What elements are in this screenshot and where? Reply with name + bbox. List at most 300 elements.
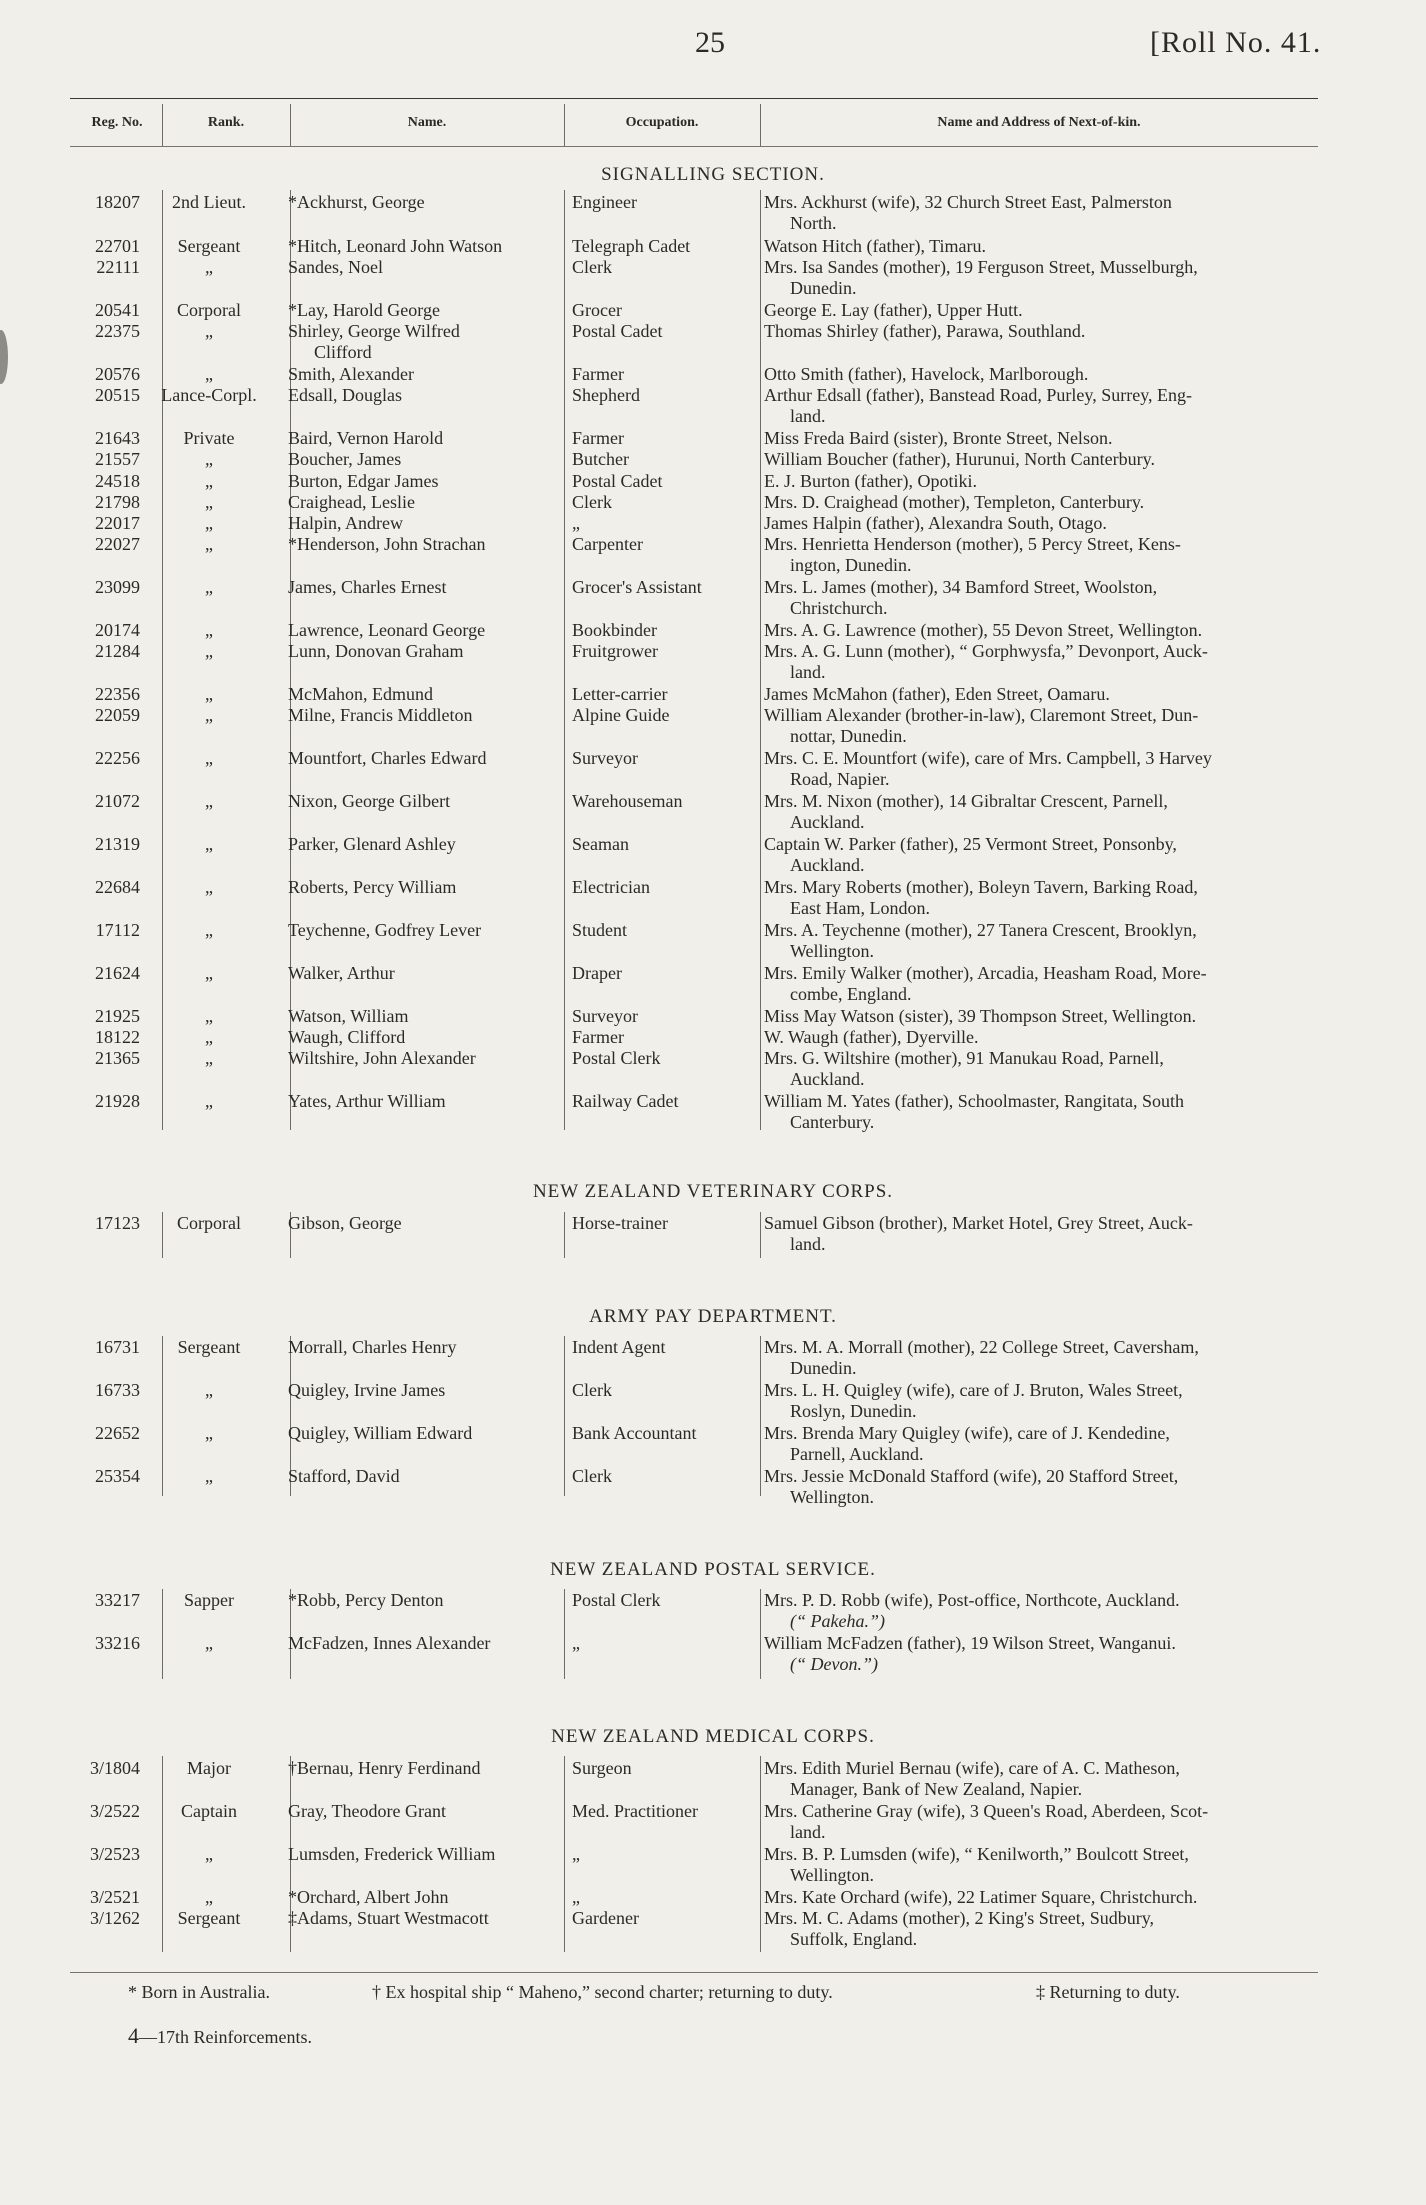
column-divider (760, 1212, 761, 1258)
reg-number: 21284 (95, 641, 140, 661)
name-line: Parker, Glenard Ashley (288, 834, 456, 854)
reg-number: 25354 (95, 1466, 140, 1486)
kin-line-continued: Dunedin. (790, 278, 857, 298)
kin-line-continued: Wellington. (790, 1865, 875, 1885)
reg-number: 18207 (95, 192, 140, 212)
occupation: Farmer (572, 364, 624, 384)
kin-line: Miss May Watson (sister), 39 Thompson Street, Wellington. (764, 1006, 1197, 1026)
soldier-name (288, 1423, 472, 1444)
soldier-name (288, 1887, 448, 1908)
next-of-kin (764, 534, 1321, 576)
kin-line-continued: Christchurch. (790, 598, 888, 618)
next-of-kin (764, 1887, 1321, 1908)
kin-line: Mrs. Ackhurst (wife), 32 Church Street East, Palmerston (764, 192, 1172, 212)
rank: „ (205, 963, 213, 983)
rank: „ (205, 1048, 213, 1068)
footnote-born-australia: * Born in Australia. (128, 1982, 270, 2002)
next-of-kin (764, 1844, 1321, 1886)
name-line: James, Charles Ernest (288, 577, 447, 597)
soldier-name (288, 1380, 445, 1401)
rank: „ (205, 471, 213, 491)
rank: Corporal (177, 1213, 241, 1233)
next-of-kin (764, 471, 1321, 492)
name-line: Edsall, Douglas (288, 385, 402, 405)
rank: „ (205, 920, 213, 940)
header-divider (290, 104, 291, 146)
kin-line: Mrs. P. D. Robb (wife), Post-office, Northcote, Auckland. (764, 1590, 1180, 1610)
occupation: Farmer (572, 1027, 624, 1047)
kin-line: Mrs. Jessie McDonald Stafford (wife), 20 Stafford Street, (764, 1466, 1179, 1486)
kin-line: Mrs. A. Teychenne (mother), 27 Tanera Crescent, Brooklyn, (764, 920, 1197, 940)
column-divider (760, 1589, 761, 1679)
name-line: Morrall, Charles Henry (288, 1337, 457, 1357)
next-of-kin (764, 1006, 1321, 1027)
rank: „ (205, 577, 213, 597)
kin-line: W. Waugh (father), Dyerville. (764, 1027, 979, 1047)
name-line: Milne, Francis Middleton (288, 705, 473, 725)
column-divider (564, 1756, 565, 1952)
soldier-name (288, 449, 401, 470)
rank: Lance-Corpl. (161, 385, 257, 405)
reg-number: 20541 (95, 300, 140, 320)
rank: „ (205, 877, 213, 897)
rank: „ (205, 257, 213, 277)
soldier-name (288, 385, 402, 406)
reg-number: 21928 (95, 1091, 140, 1111)
kin-line: Miss Freda Baird (sister), Bronte Street, Nelson. (764, 428, 1113, 448)
bottom-mark: 4 (128, 2023, 139, 2048)
kin-line: Mrs. Kate Orchard (wife), 22 Latimer Square, Christchurch. (764, 1887, 1198, 1907)
occupation: „ (572, 513, 580, 533)
header-next-of-kin: Name and Address of Next-of-kin. (937, 115, 1141, 130)
next-of-kin (764, 236, 1321, 257)
soldier-name (288, 620, 485, 641)
next-of-kin (764, 1423, 1321, 1465)
name-line: Quigley, Irvine James (288, 1380, 446, 1400)
kin-line: Mrs. Emily Walker (mother), Arcadia, Heasham Road, More- (764, 963, 1207, 983)
footnote-returning: ‡ Returning to duty. (1036, 1982, 1180, 2002)
occupation: Clerk (572, 257, 612, 277)
name-line: *Henderson, John Strachan (288, 534, 486, 554)
soldier-name (288, 1048, 476, 1069)
kin-line: Mrs. Mary Roberts (mother), Boleyn Tavern, Barking Road, (764, 877, 1198, 897)
occupation: Railway Cadet (572, 1091, 679, 1111)
roll-number: [Roll No. 41. (1150, 26, 1322, 59)
name-line: Nixon, George Gilbert (288, 791, 451, 811)
rank: „ (205, 1006, 213, 1026)
name-line-continued: Clifford (314, 342, 372, 362)
soldier-name (288, 1844, 495, 1865)
rank: Sergeant (177, 1337, 241, 1357)
next-of-kin (764, 1213, 1321, 1255)
next-of-kin (764, 748, 1321, 790)
rank: „ (205, 1466, 213, 1486)
occupation: Student (572, 920, 628, 940)
next-of-kin (764, 1091, 1321, 1133)
reg-number: 24518 (95, 471, 140, 491)
rank: „ (205, 834, 213, 854)
name-line: Craighead, Leslie (288, 492, 415, 512)
section-title: ARMY PAY DEPARTMENT. (589, 1306, 837, 1327)
kin-line-continued: Dunedin. (790, 1358, 857, 1378)
next-of-kin (764, 920, 1321, 962)
soldier-name (288, 577, 446, 598)
occupation: Clerk (572, 1380, 612, 1400)
kin-line: Thomas Shirley (father), Parawa, Southland. (764, 321, 1086, 341)
header-divider (564, 104, 565, 146)
next-of-kin (764, 492, 1321, 513)
column-divider (564, 190, 565, 1130)
next-of-kin (764, 834, 1321, 876)
kin-line: Mrs. Isa Sandes (mother), 19 Ferguson Street, Musselburgh, (764, 257, 1198, 277)
next-of-kin (764, 684, 1321, 705)
bottom-text: —17th Reinforcements. (139, 2027, 312, 2047)
reg-number: 18122 (95, 1027, 140, 1047)
occupation: Clerk (572, 1466, 612, 1486)
reg-number: 17123 (95, 1213, 140, 1233)
column-divider (564, 1589, 565, 1679)
name-line: Stafford, David (288, 1466, 400, 1486)
occupation: Shepherd (572, 385, 640, 405)
kin-line-continued: ington, Dunedin. (790, 555, 912, 575)
column-divider (564, 1336, 565, 1496)
reg-number: 22027 (95, 534, 140, 554)
kin-line: Mrs. M. C. Adams (mother), 2 King's Street, Sudbury, (764, 1908, 1155, 1928)
name-line: Walker, Arthur (288, 963, 395, 983)
soldier-name (288, 1213, 402, 1234)
occupation: Fruitgrower (572, 641, 658, 661)
soldier-name (288, 300, 440, 321)
soldier-name (288, 492, 415, 513)
occupation: Postal Clerk (572, 1048, 661, 1068)
soldier-name (288, 1758, 480, 1779)
name-line: *Hitch, Leonard John Watson (288, 236, 503, 256)
soldier-name (288, 748, 486, 769)
name-line: Burton, Edgar James (288, 471, 439, 491)
rank: „ (205, 641, 213, 661)
next-of-kin (764, 963, 1321, 1005)
name-line: Halpin, Andrew (288, 513, 403, 533)
header-name: Name. (407, 115, 447, 130)
occupation: Postal Cadet (572, 321, 663, 341)
name-line: Wiltshire, John Alexander (288, 1048, 476, 1068)
occupation: Bank Accountant (572, 1423, 697, 1443)
kin-line-continued: Suffolk, England. (790, 1929, 918, 1949)
reg-number: 21643 (95, 428, 140, 448)
reg-number: 20174 (95, 620, 140, 640)
kin-line-continued: Roslyn, Dunedin. (790, 1401, 917, 1421)
reg-number: 22684 (95, 877, 140, 897)
soldier-name (288, 791, 450, 812)
name-line: Shirley, George Wilfred (288, 321, 460, 341)
page-number: 25 (695, 26, 725, 59)
reg-number: 21624 (95, 963, 140, 983)
section-title: NEW ZEALAND MEDICAL CORPS. (551, 1726, 875, 1747)
next-of-kin (764, 705, 1321, 747)
soldier-name (288, 1027, 405, 1048)
kin-line-continued: North. (790, 213, 837, 233)
kin-line-continued: Auckland. (790, 812, 865, 832)
name-line: Lunn, Donovan Graham (288, 641, 464, 661)
soldier-name (288, 428, 443, 449)
kin-line-continued: land. (790, 406, 826, 426)
reg-number: 22256 (95, 748, 140, 768)
next-of-kin (764, 192, 1321, 234)
occupation: Telegraph Cadet (572, 236, 691, 256)
kin-line-continued: Wellington. (790, 1487, 875, 1507)
kin-line: Mrs. A. G. Lunn (mother), “ Gorphwysfa,” Devonport, Auck- (764, 641, 1208, 661)
soldier-name (288, 1006, 408, 1027)
header-top-rule (70, 98, 1318, 99)
name-line: Mountfort, Charles Edward (288, 748, 487, 768)
reg-number: 21557 (95, 449, 140, 469)
kin-line: Mrs. M. Nixon (mother), 14 Gibraltar Crescent, Parnell, (764, 791, 1168, 811)
soldier-name (288, 641, 463, 662)
kin-line: Mrs. Henrietta Henderson (mother), 5 Percy Street, Kens- (764, 534, 1181, 554)
soldier-name (288, 1801, 446, 1822)
name-line: ‡Adams, Stuart Westmacott (288, 1908, 489, 1928)
name-line: Roberts, Percy William (288, 877, 457, 897)
kin-line: E. J. Burton (father), Opotiki. (764, 471, 977, 491)
occupation: Electrician (572, 877, 650, 897)
occupation: Letter-carrier (572, 684, 668, 704)
kin-line-continued: Manager, Bank of New Zealand, Napier. (790, 1779, 1083, 1799)
occupation: „ (572, 1887, 580, 1907)
kin-line: Mrs. Brenda Mary Quigley (wife), care of J. Kendedine, (764, 1423, 1170, 1443)
header-bottom-rule (70, 146, 1318, 147)
name-line: Baird, Vernon Harold (288, 428, 444, 448)
name-line: †Bernau, Henry Ferdinand (288, 1758, 481, 1778)
rank: Sapper (184, 1590, 234, 1610)
kin-line: William Boucher (father), Hurunui, North Canterbury. (764, 449, 1155, 469)
occupation: Warehouseman (572, 791, 683, 811)
rank: „ (205, 705, 213, 725)
kin-line-continued: land. (790, 1822, 826, 1842)
kin-line: William Alexander (brother-in-law), Claremont Street, Dun- (764, 705, 1199, 725)
name-line: Yates, Arthur William (288, 1091, 446, 1111)
name-line: Waugh, Clifford (288, 1027, 406, 1047)
reg-number: 20515 (95, 385, 140, 405)
rank: „ (205, 492, 213, 512)
next-of-kin (764, 428, 1321, 449)
reg-number: 22375 (95, 321, 140, 341)
occupation: Butcher (572, 449, 629, 469)
name-line: Watson, William (288, 1006, 409, 1026)
soldier-name (288, 1466, 400, 1487)
kin-line: Arthur Edsall (father), Banstead Road, Purley, Surrey, Eng- (764, 385, 1193, 405)
reg-number: 21365 (95, 1048, 140, 1068)
kin-line: Mrs. Catherine Gray (wife), 3 Queen's Road, Aberdeen, Scot- (764, 1801, 1209, 1821)
name-line: Lawrence, Leonard George (288, 620, 486, 640)
kin-line: Mrs. D. Craighead (mother), Templeton, Canterbury. (764, 492, 1145, 512)
occupation: Carpenter (572, 534, 643, 554)
kin-line: Captain W. Parker (father), 25 Vermont Street, Ponsonby, (764, 834, 1177, 854)
rank: „ (205, 1027, 213, 1047)
kin-line: Mrs. B. P. Lumsden (wife), “ Kenilworth,” Boulcott Street, (764, 1844, 1189, 1864)
rank: Corporal (177, 300, 241, 320)
reg-number: 22356 (95, 684, 140, 704)
occupation: Seaman (572, 834, 629, 854)
header-rank: Rank. (207, 115, 245, 130)
occupation: Grocer's Assistant (572, 577, 702, 597)
next-of-kin (764, 620, 1321, 641)
next-of-kin (764, 1758, 1321, 1800)
kin-line: Mrs. G. Wiltshire (mother), 91 Manukau Road, Parnell, (764, 1048, 1164, 1068)
rank: „ (205, 321, 213, 341)
soldier-name (288, 1091, 446, 1112)
next-of-kin (764, 385, 1321, 427)
kin-line-continued: (“ Pakeha.”) (790, 1611, 885, 1631)
name-line: *Ackhurst, George (288, 192, 425, 212)
rank: Captain (181, 1801, 237, 1821)
reg-number: 22701 (95, 236, 140, 256)
rank: „ (205, 791, 213, 811)
kin-line-continued: nottar, Dunedin. (790, 726, 907, 746)
occupation: „ (572, 1633, 580, 1653)
kin-line-continued: Wellington. (790, 941, 875, 961)
reg-number: 23099 (95, 577, 140, 597)
reg-number: 20576 (95, 364, 140, 384)
soldier-name (288, 192, 425, 213)
soldier-name (288, 257, 383, 278)
reg-number: 22652 (95, 1423, 140, 1443)
soldier-name (288, 236, 502, 257)
occupation: Postal Cadet (572, 471, 663, 491)
name-line: Gray, Theodore Grant (288, 1801, 446, 1821)
soldier-name (288, 513, 403, 534)
column-divider (760, 1756, 761, 1952)
kin-line: George E. Lay (father), Upper Hutt. (764, 300, 1023, 320)
reg-number: 3/2523 (89, 1844, 140, 1864)
soldier-name (288, 1337, 456, 1358)
occupation: Indent Agent (572, 1337, 666, 1357)
occupation: Grocer (572, 300, 622, 320)
rank: Sergeant (177, 236, 241, 256)
rank: „ (205, 1844, 213, 1864)
occupation: Bookbinder (572, 620, 657, 640)
column-divider (760, 1336, 761, 1496)
name-line: Lumsden, Frederick William (288, 1844, 496, 1864)
footnote-rule (70, 1972, 1318, 1973)
header-reg: Reg. No. (91, 115, 143, 130)
occupation: Draper (572, 963, 622, 983)
kin-line-continued: land. (790, 662, 826, 682)
section-title: NEW ZEALAND POSTAL SERVICE. (550, 1559, 876, 1580)
name-line: McFadzen, Innes Alexander (288, 1633, 491, 1653)
soldier-name (288, 963, 395, 984)
reg-number: 17112 (95, 920, 140, 940)
rank: „ (205, 748, 213, 768)
kin-line-continued: (“ Devon.”) (790, 1654, 878, 1674)
rank: „ (205, 513, 213, 533)
rank: „ (205, 1633, 213, 1653)
next-of-kin (764, 257, 1321, 299)
name-line: *Orchard, Albert John (288, 1887, 449, 1907)
occupation: Med. Practitioner (572, 1801, 698, 1821)
kin-line: Otto Smith (father), Havelock, Marlborough. (764, 364, 1089, 384)
reg-number: 22017 (95, 513, 140, 533)
next-of-kin (764, 1590, 1321, 1632)
section-title: SIGNALLING SECTION. (601, 164, 825, 185)
reg-number: 21319 (95, 834, 140, 854)
rank: „ (205, 449, 213, 469)
kin-line: Samuel Gibson (brother), Market Hotel, Grey Street, Auck- (764, 1213, 1193, 1233)
occupation: Horse-trainer (572, 1213, 668, 1233)
rank: „ (205, 534, 213, 554)
kin-line-continued: Road, Napier. (790, 769, 890, 789)
reg-number: 16731 (95, 1337, 140, 1357)
name-line: Quigley, William Edward (288, 1423, 473, 1443)
kin-line: Mrs. A. G. Lawrence (mother), 55 Devon Street, Wellington. (764, 620, 1203, 640)
header-divider (760, 104, 761, 146)
rank: „ (205, 1091, 213, 1111)
next-of-kin (764, 577, 1321, 619)
name-line: Smith, Alexander (288, 364, 414, 384)
next-of-kin (764, 1380, 1321, 1422)
rank: „ (205, 1423, 213, 1443)
occupation: Farmer (572, 428, 624, 448)
next-of-kin (764, 449, 1321, 470)
soldier-name (288, 877, 456, 898)
rank: Private (183, 428, 235, 448)
next-of-kin (764, 1027, 1321, 1048)
kin-line: Mrs. C. E. Mountfort (wife), care of Mrs. Campbell, 3 Harvey (764, 748, 1212, 768)
kin-line: James McMahon (father), Eden Street, Oamaru. (764, 684, 1110, 704)
header-occupation: Occupation. (625, 115, 699, 130)
reg-number: 3/2522 (89, 1801, 140, 1821)
next-of-kin (764, 641, 1321, 683)
soldier-name (288, 1908, 489, 1929)
name-line: Gibson, George (288, 1213, 402, 1233)
kin-line-continued: land. (790, 1234, 826, 1254)
next-of-kin (764, 364, 1321, 385)
section-title: NEW ZEALAND VETERINARY CORPS. (532, 1181, 894, 1202)
next-of-kin (764, 791, 1321, 833)
soldier-name (288, 1590, 443, 1611)
next-of-kin (764, 321, 1321, 342)
kin-line: Watson Hitch (father), Timaru. (764, 236, 987, 256)
rank: 2nd Lieut. (172, 192, 246, 212)
name-line: Sandes, Noel (288, 257, 383, 277)
kin-line: William M. Yates (father), Schoolmaster, Rangitata, South (764, 1091, 1184, 1111)
occupation: Clerk (572, 492, 612, 512)
rank: „ (205, 364, 213, 384)
reg-number: 22059 (95, 705, 140, 725)
soldier-name (288, 534, 485, 555)
name-line: *Lay, Harold George (288, 300, 440, 320)
kin-line-continued: Canterbury. (790, 1112, 875, 1132)
kin-line-continued: Auckland. (790, 1069, 865, 1089)
reg-number: 16733 (95, 1380, 140, 1400)
next-of-kin (764, 1466, 1321, 1508)
rank: Sergeant (177, 1908, 241, 1928)
next-of-kin (764, 300, 1321, 321)
occupation: Surveyor (572, 748, 638, 768)
rank: Major (187, 1758, 231, 1778)
kin-line-continued: combe, England. (790, 984, 912, 1004)
reg-number: 3/1262 (89, 1908, 140, 1928)
reg-number: 22111 (96, 257, 140, 277)
soldier-name (288, 321, 460, 363)
name-line: McMahon, Edmund (288, 684, 433, 704)
column-divider (760, 190, 761, 1130)
soldier-name (288, 684, 433, 705)
soldier-name (288, 920, 481, 941)
next-of-kin (764, 1908, 1321, 1950)
name-line: Boucher, James (288, 449, 402, 469)
header-divider (162, 104, 163, 146)
next-of-kin (764, 1633, 1321, 1675)
